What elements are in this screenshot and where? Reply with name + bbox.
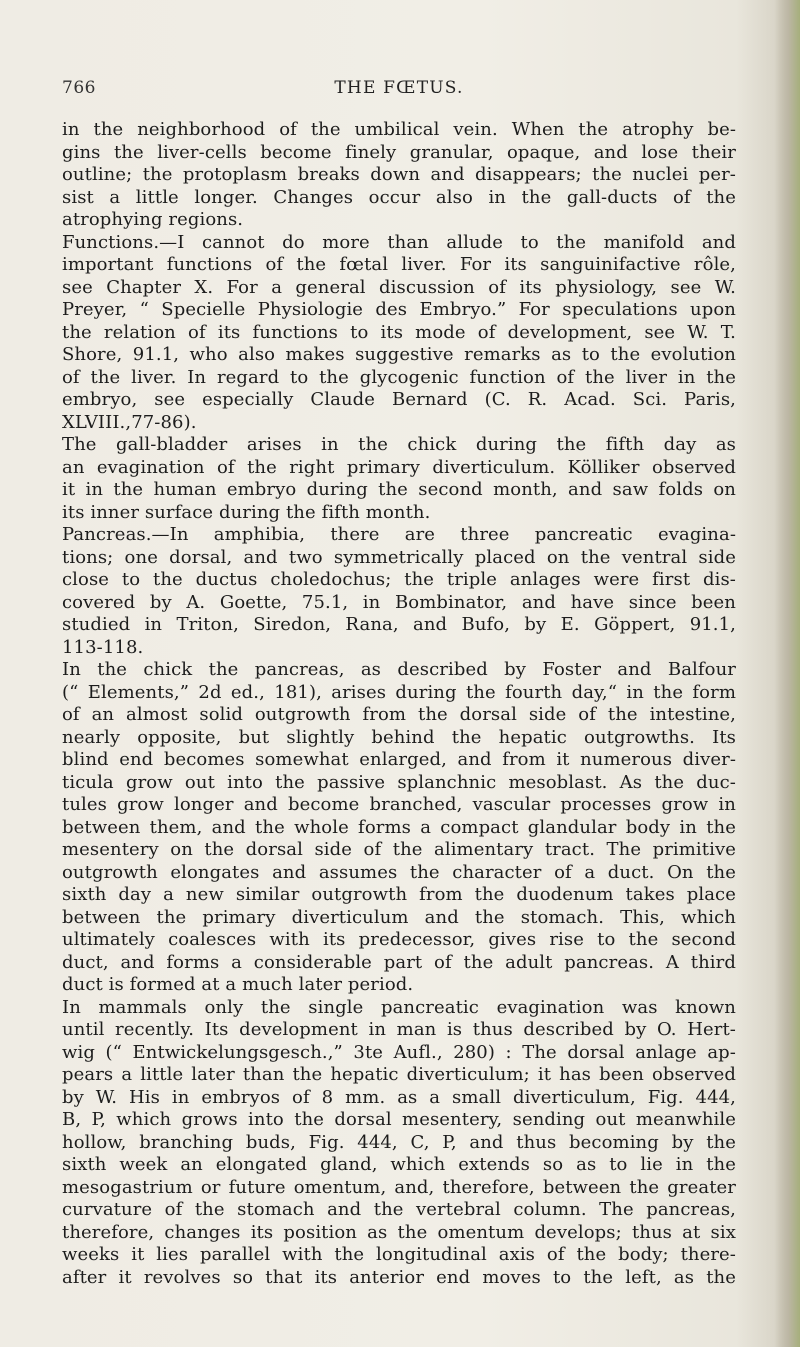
page-header: [62, 78, 736, 106]
text-line: In the chick the pancreas, as described by Foster and Balfour: [62, 659, 736, 680]
text-line: Preyer, “ Specielle Physiologie des Embryo.” For speculations upon: [62, 299, 736, 320]
text-line: outline; the protoplasm breaks down and disappears; the nuclei per-: [62, 164, 736, 185]
text-line: see Chapter X. For a general discussion of its physiology, see W.: [62, 276, 736, 298]
text-line: outgrowth elongates and assumes the character of a duct. On the: [62, 861, 736, 883]
text-line: until recently. Its development in man is thus described by O. Hert-: [62, 1019, 736, 1040]
page-edge-shadow: [774, 0, 800, 1347]
text-line: therefore, changes its position as the omentum develops; thus at six: [62, 1221, 736, 1243]
text-line: embryo, see especially Claude Bernard (C. R. Acad. Sci. Paris,: [62, 389, 736, 410]
text-line: after it revolves so that its anterior end moves to the left, as the: [62, 1266, 736, 1288]
text-line: sist a little longer. Changes occur also in the gall-ducts of the: [62, 186, 736, 208]
text-line: sixth week an elongated gland, which extends so as to lie in the: [62, 1154, 736, 1175]
text-line: covered by A. Goette, 75.1, in Bombinator, and have since been: [62, 591, 736, 613]
text-line: B, P, which grows into the dorsal mesentery, sending out meanwhile: [62, 1109, 736, 1130]
text-line: ticula grow out into the passive splanchnic mesoblast. As the duc-: [62, 771, 736, 793]
text-line: weeks it lies parallel with the longitudinal axis of the body; there-: [62, 1244, 736, 1265]
body-text: [62, 119, 736, 1289]
text-line: studied in Triton, Siredon, Rana, and Bufo, by E. Göppert, 91.1,: [62, 614, 736, 635]
text-line: XLVIII.,77-86).: [62, 411, 197, 433]
text-line: tules grow longer and become branched, vascular processes grow in: [62, 794, 736, 815]
running-head: THE FŒTUS.: [334, 78, 464, 98]
text-line: of the liver. In regard to the glycogenic function of the liver in the: [62, 366, 736, 388]
text-line: by W. His in embryos of 8 mm. as a small diverticulum, Fig. 444,: [62, 1086, 736, 1108]
text-line: nearly opposite, but slightly behind the hepatic outgrowths. Its: [62, 726, 736, 748]
text-line: ultimately coalesces with its predecessor, gives rise to the second: [62, 929, 736, 950]
text-line: the relation of its functions to its mode of development, see W. T.: [62, 321, 736, 343]
text-line: important functions of the fœtal liver. For its sanguinifactive rôle,: [62, 254, 736, 275]
text-line: mesentery on the dorsal side of the alimentary tract. The primitive: [62, 839, 736, 860]
text-line: hollow, branching buds, Fig. 444, C, P, and thus becoming by the: [62, 1131, 736, 1153]
text-line: between the primary diverticulum and the stomach. This, which: [62, 906, 736, 928]
text-line: gins the liver-cells become finely granular, opaque, and lose their: [62, 141, 736, 163]
text-line: atrophying regions.: [62, 209, 244, 230]
text-line: duct is formed at a much later period.: [62, 974, 414, 995]
text-line: The gall-bladder arises in the chick during the fifth day as: [62, 434, 736, 455]
text-line: an evagination of the right primary diverticulum. Kölliker observed: [62, 456, 736, 478]
text-line: In mammals only the single pancreatic evagination was known: [62, 996, 736, 1018]
text-line: in the neighborhood of the umbilical vein. When the atrophy be-: [62, 119, 736, 140]
text-line: close to the ductus choledochus; the triple anlages were first dis-: [62, 569, 736, 590]
text-line: wig (“ Entwickelungsgesch.,” 3te Aufl., 280) : The dorsal anlage ap-: [62, 1041, 736, 1063]
page-number: 766: [62, 78, 96, 98]
text-line: 113-118.: [62, 636, 144, 658]
text-line: pears a little later than the hepatic diverticulum; it has been observed: [62, 1064, 736, 1085]
text-line: duct, and forms a considerable part of the adult pancreas. A third: [62, 951, 736, 973]
text-line: between them, and the whole forms a compact glandular body in the: [62, 816, 736, 838]
text-line: tions; one dorsal, and two symmetrically placed on the ventral side: [62, 546, 736, 568]
text-line: sixth day a new similar outgrowth from the duodenum takes place: [62, 884, 736, 905]
text-line: it in the human embryo during the second month, and saw folds on: [62, 479, 736, 500]
text-line: curvature of the stomach and the vertebral column. The pancreas,: [62, 1199, 736, 1220]
text-line: Shore, 91.1, who also makes suggestive remarks as to the evolution: [62, 344, 736, 365]
text-line: mesogastrium or future omentum, and, therefore, between the greater: [62, 1176, 736, 1198]
text-line: Functions.—I cannot do more than allude to the manifold and: [62, 231, 736, 253]
text-line: of an almost solid outgrowth from the dorsal side of the intestine,: [62, 704, 736, 725]
text-line: (“ Elements,” 2d ed., 181), arises during the fourth day,“ in the form: [62, 681, 736, 703]
text-line: its inner surface during the fifth month.: [62, 501, 431, 523]
text-line: Pancreas.—In amphibia, there are three pancreatic evagina-: [62, 524, 736, 545]
text-line: blind end becomes somewhat enlarged, and from it numerous diver-: [62, 749, 736, 770]
